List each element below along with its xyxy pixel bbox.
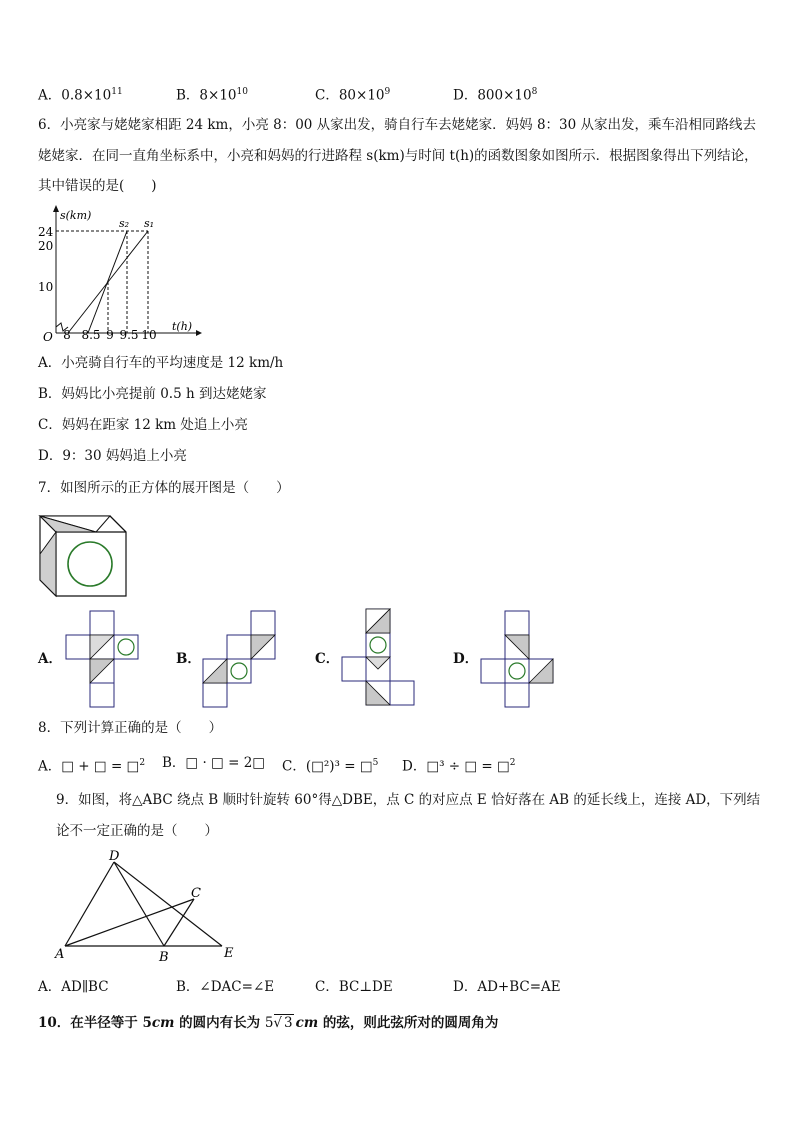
- x-tick-9: 9: [106, 328, 114, 342]
- q8-option-b-expr: □ · □ = 2□: [185, 755, 266, 771]
- q6-stem-line1: 6．小亮家与姥姥家相距 24 km，小亮 8：00 从家出发，骑自行车去姥姥家．妈妈 8：30 从家出发，乘车沿相同路线去: [38, 117, 757, 133]
- q10-unit-cm-2: cm: [295, 1015, 319, 1031]
- q6-option-a[interactable]: A．小亮骑自行车的平均速度是 12 km/h: [38, 355, 284, 371]
- q7-option-b-label[interactable]: B．: [176, 651, 201, 667]
- origin-label: O: [43, 330, 53, 344]
- label-a: A: [55, 947, 65, 962]
- q6-stem-line2: 姥姥家．在同一直角坐标系中，小亮和妈妈的行进路程 s(km)与时间 t(h)的函数图象如图所示．根据图象得出下列结论，: [38, 148, 758, 164]
- q5-option-a-exp: 11: [111, 87, 123, 97]
- q10-mid: 的圆内有长为: [174, 1015, 265, 1031]
- q8-option-b[interactable]: [162, 754, 265, 772]
- q8-option-d[interactable]: [402, 754, 516, 776]
- q5-option-c[interactable]: [315, 83, 390, 105]
- q6-option-c[interactable]: C．妈妈在距家 12 km 处追上小亮: [38, 417, 248, 433]
- q6-option-d[interactable]: D．9：30 妈妈追上小亮: [38, 448, 187, 464]
- q9-option-a[interactable]: A．AD∥BC: [38, 979, 109, 995]
- segment-ac: [65, 899, 194, 946]
- q5-option-d-exp: 8: [531, 87, 538, 97]
- x-tick-8: 8: [63, 328, 71, 342]
- label-c: C: [191, 886, 201, 901]
- q7-net-d[interactable]: [480, 610, 560, 710]
- series-label-s1: s₁: [144, 217, 155, 230]
- segment-db: [114, 862, 164, 946]
- y-tick-10: 10: [38, 280, 54, 294]
- x-axis-label: t(h): [172, 320, 193, 333]
- q5-option-c-label: C．: [315, 87, 339, 104]
- q9-stem-line1: 9．如图，将△ABC 绕点 B 顺时针旋转 60°得△DBE，点 C 的对应点 E 恰好落在 AB 的延长线上，连接 AD，下列结: [56, 792, 761, 808]
- q10-sqrt: √ 3: [273, 1015, 293, 1031]
- q8-option-d-label: D．: [402, 758, 427, 775]
- q10-unit-cm-1: cm: [151, 1015, 175, 1031]
- label-b: B: [159, 950, 169, 965]
- q10-radicand: 3: [284, 1015, 293, 1031]
- q8-option-c[interactable]: [282, 754, 378, 776]
- label-d: D: [109, 849, 120, 864]
- x-tick-10: 10: [141, 328, 157, 342]
- q7-net-c[interactable]: [341, 608, 421, 710]
- q5-option-d-label: D．: [453, 87, 478, 104]
- q6-option-b[interactable]: B．妈妈比小亮提前 0.5 h 到达姥姥家: [38, 386, 267, 402]
- q8-option-d-sup: 2: [509, 758, 516, 768]
- q7-option-c-label[interactable]: C．: [315, 651, 340, 667]
- series-label-s2: s₂: [119, 217, 130, 230]
- q5-option-b-label: B．: [176, 87, 200, 104]
- q5-option-b-base: 8×10: [199, 87, 237, 104]
- x-tick-9-5: 9.5: [119, 328, 139, 342]
- q7-stem: 7．如图所示的正方体的展开图是（ ）: [38, 480, 290, 496]
- q10-pre: 10．在半径等于 5: [38, 1015, 152, 1031]
- q5-option-c-exp: 9: [384, 87, 391, 97]
- q5-option-b-exp: 10: [236, 87, 248, 97]
- label-e: E: [224, 946, 234, 961]
- q5-option-c-base: 80×10: [338, 87, 385, 104]
- q5-option-b[interactable]: [176, 83, 248, 105]
- q8-option-a-expr: □ + □ = □: [61, 758, 140, 775]
- q6-stem-line3: 其中错误的是( ): [38, 178, 157, 194]
- x-tick-8-5: 8.5: [81, 328, 101, 342]
- q9-option-b[interactable]: B．∠DAC=∠E: [176, 979, 275, 995]
- q9-option-c[interactable]: C．BC⊥DE: [315, 979, 393, 995]
- q8-option-b-label: B．: [162, 755, 186, 771]
- y-tick-24: 24: [38, 225, 54, 239]
- q8-option-c-label: C．: [282, 758, 306, 775]
- q9-triangle-figure: [52, 848, 242, 968]
- q5-option-a-base: 0.8×10: [61, 87, 112, 104]
- y-axis-label: s(km): [60, 209, 92, 222]
- segment-bc: [164, 899, 194, 946]
- segment-ad: [65, 862, 114, 946]
- q7-option-a-label[interactable]: A．: [38, 651, 62, 667]
- y-tick-20: 20: [38, 239, 54, 253]
- segment-de: [114, 862, 222, 946]
- q8-option-a-label: A．: [38, 758, 62, 775]
- q9-option-d[interactable]: D．AD+BC=AE: [453, 979, 561, 995]
- q5-option-d[interactable]: [453, 83, 537, 105]
- q7-net-a[interactable]: [66, 610, 141, 710]
- x-axis-arrow-icon: [196, 330, 202, 336]
- q6-distance-time-graph: [36, 203, 206, 343]
- q10-post: 的弦，则此弦所对的圆周角为: [318, 1015, 499, 1031]
- q8-option-d-expr: □³ ÷ □ = □: [426, 758, 510, 775]
- q7-option-d-label[interactable]: D．: [453, 651, 479, 667]
- q7-net-b[interactable]: [203, 610, 283, 710]
- q10-coef: 5: [264, 1015, 274, 1031]
- q8-option-c-expr: (□²)³ = □: [305, 758, 373, 775]
- q10-stem: [38, 1014, 498, 1032]
- q5-option-a[interactable]: [38, 83, 123, 105]
- q8-option-c-sup: 5: [372, 758, 379, 768]
- q5-option-a-label: A．: [38, 87, 62, 104]
- q7-cube-figure: [38, 510, 128, 600]
- q8-stem: 8．下列计算正确的是（ ）: [38, 720, 223, 736]
- q8-option-a-sup: 2: [139, 758, 146, 768]
- q9-stem-line2: 论不一定正确的是（ ）: [56, 823, 218, 839]
- q8-option-a[interactable]: [38, 754, 145, 776]
- q5-option-d-base: 800×10: [477, 87, 532, 104]
- y-axis-arrow-icon: [53, 205, 59, 212]
